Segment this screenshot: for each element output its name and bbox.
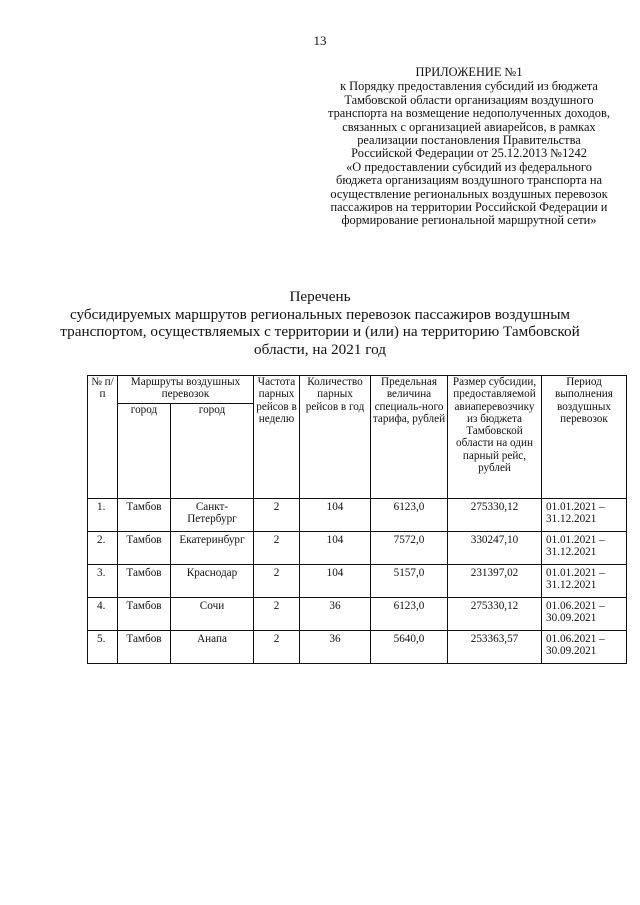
appendix-line: пассажиров на территории Российской Федерации и [330, 200, 608, 215]
appendix-line: Российской Федерации от 25.12.2013 №1242 [351, 146, 587, 161]
page-number: 13 [313, 33, 327, 48]
row-tariff: 7572,0 [371, 532, 448, 565]
appendix-line: бюджета организациям воздушного транспорта на [336, 173, 602, 188]
row-tariff: 6123,0 [371, 499, 448, 532]
row-num: 2. [88, 532, 118, 565]
row-city-from: Тамбов [118, 565, 171, 598]
row-frequency: 2 [254, 532, 300, 565]
row-subsidy: 231397,02 [448, 565, 542, 598]
row-city-from: Тамбов [118, 499, 171, 532]
row-count: 104 [300, 532, 371, 565]
appendix-line: осуществление региональных воздушных перевозок [330, 186, 608, 201]
appendix-line: к Порядку предоставления субсидий из бюджета [340, 79, 598, 94]
row-city-to: Анапа [171, 631, 254, 664]
row-city-to: Екатеринбург [171, 532, 254, 565]
row-subsidy: 330247,10 [448, 532, 542, 565]
list-title: Перечень [289, 288, 351, 305]
row-count: 104 [300, 565, 371, 598]
row-period: 01.06.2021 – 30.09.2021 [542, 598, 627, 631]
row-tariff: 5157,0 [371, 565, 448, 598]
row-city-to: Сочи [171, 598, 254, 631]
header-routes: Маршруты воздушных перевозок [118, 376, 254, 404]
row-period: 01.01.2021 – 31.12.2021 [542, 532, 627, 565]
row-count: 36 [300, 631, 371, 664]
row-frequency: 2 [254, 598, 300, 631]
row-count: 104 [300, 499, 371, 532]
row-period: 01.01.2021 – 31.12.2021 [542, 565, 627, 598]
appendix-line: «О предоставлении субсидий из федерального [346, 159, 592, 174]
row-subsidy: 275330,12 [448, 598, 542, 631]
header-num: № п/п [88, 376, 118, 499]
row-frequency: 2 [254, 499, 300, 532]
row-num: 4. [88, 598, 118, 631]
row-frequency: 2 [254, 565, 300, 598]
row-count: 36 [300, 598, 371, 631]
header-city-from: город [118, 404, 171, 499]
header-subsidy: Размер субсидии, предоставляемой авиаперевозчику из бюджета Тамбовской области на один парный рейс, рублей [448, 376, 542, 499]
row-tariff: 6123,0 [371, 598, 448, 631]
row-city-to: Краснодар [171, 565, 254, 598]
appendix-line: реализации постановления Правительства [357, 133, 581, 148]
list-subtitle-line: области, на 2021 год [254, 340, 386, 358]
table-row [88, 532, 627, 565]
table-row [88, 565, 627, 598]
appendix-block [316, 66, 622, 228]
routes-table [87, 375, 627, 664]
row-city-to: Санкт-Петербург [171, 499, 254, 532]
table-row [88, 499, 627, 532]
appendix-line: связанных с организацией авиарейсов, в рамках [342, 119, 596, 134]
table-row [88, 598, 627, 631]
row-frequency: 2 [254, 631, 300, 664]
row-city-from: Тамбов [118, 598, 171, 631]
row-period: 01.01.2021 – 31.12.2021 [542, 499, 627, 532]
appendix-line: транспорта на возмещение недополученных доходов, [328, 106, 610, 121]
list-heading [0, 288, 640, 358]
row-period: 01.06.2021 – 30.09.2021 [542, 631, 627, 664]
list-subtitle-line: транспортом, осуществляемых с территории и (или) на территорию Тамбовской [60, 323, 580, 340]
row-tariff: 5640,0 [371, 631, 448, 664]
row-city-from: Тамбов [118, 631, 171, 664]
header-period: Период выполнения воздушных перевозок [542, 376, 627, 499]
list-subtitle-line: субсидируемых маршрутов региональных перевозок пассажиров воздушным [69, 305, 571, 323]
header-tariff: Предельная величина специаль-ного тарифа, рублей [371, 376, 448, 499]
header-count: Количество парных рейсов в год [300, 376, 371, 499]
row-num: 1. [88, 499, 118, 532]
header-frequency: Частота парных рейсов в неделю [254, 376, 300, 499]
header-city-to: город [171, 404, 254, 499]
row-subsidy: 275330,12 [448, 499, 542, 532]
table-row [88, 631, 627, 664]
row-subsidy: 253363,57 [448, 631, 542, 664]
row-num: 5. [88, 631, 118, 664]
appendix-line: Тамбовской области организациям воздушного [344, 92, 594, 107]
row-num: 3. [88, 565, 118, 598]
row-city-from: Тамбов [118, 532, 171, 565]
appendix-title: ПРИЛОЖЕНИЕ №1 [415, 65, 523, 79]
appendix-line: формирование региональной маршрутной сети» [341, 213, 597, 228]
